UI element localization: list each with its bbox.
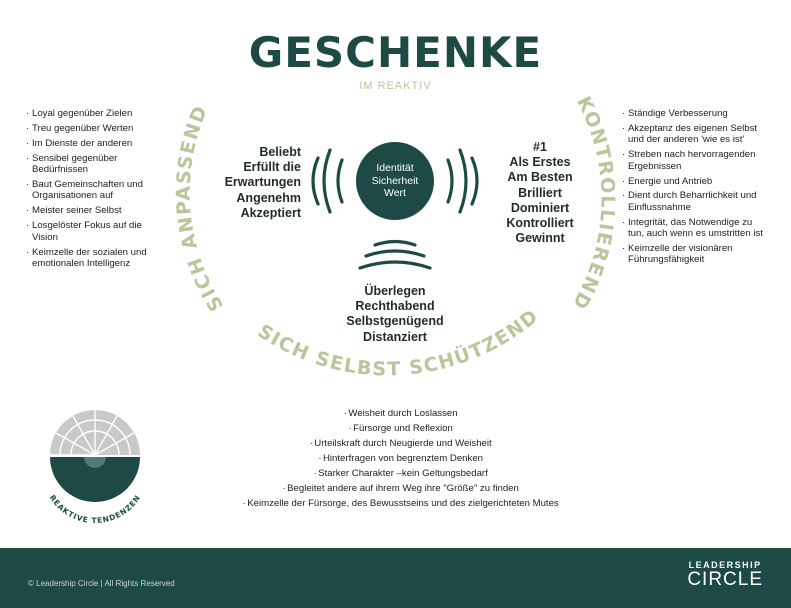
bottom-word: Überlegen xyxy=(364,284,426,298)
bottom-gift-list xyxy=(235,408,565,513)
core-line-identitaet: Identität xyxy=(376,162,414,175)
left-gift-list xyxy=(24,108,154,273)
bottom-word-stack xyxy=(320,284,470,345)
right-word: Kontrolliert xyxy=(506,216,574,231)
page-subtitle: IM REAKTIV xyxy=(359,80,432,92)
list-item: · Treu gegenüber Werten xyxy=(24,123,154,134)
right-word: #1 xyxy=(533,140,547,154)
bottom-word: Selbstgenügend xyxy=(346,314,444,329)
list-item: · Keimzelle der Fürsorge, des Bewusstseins und des zielgerichteten Mutes xyxy=(235,498,565,509)
list-item: · Begleitet andere auf ihrem Weg ihre "Größe" zu finden xyxy=(235,483,565,494)
left-word: Angenehm xyxy=(236,190,301,205)
list-item: · Im Dienste der anderen xyxy=(24,138,154,149)
right-word: Dominiert xyxy=(510,200,570,215)
right-word-stack xyxy=(498,140,582,246)
right-word: Brilliert xyxy=(518,185,562,200)
left-wave-icon xyxy=(313,150,342,212)
list-item: · Keimzelle der visionären Führungsfähigkeit xyxy=(620,243,770,266)
footer-bar xyxy=(0,548,791,608)
left-word: Erwartungen xyxy=(224,175,301,190)
right-word: Als Erstes xyxy=(509,155,571,170)
left-word: Erfüllt die xyxy=(243,160,301,175)
left-word: Akzeptiert xyxy=(240,205,301,220)
brand-logo-top: LEADERSHIP xyxy=(688,560,762,570)
list-item: · Meister seiner Selbst xyxy=(24,205,154,216)
list-item: · Weisheit durch Loslassen xyxy=(235,408,565,419)
list-item: · Sensibel gegenüber Bedürfnissen xyxy=(24,153,154,176)
list-item: · Dient durch Beharrlichkeit und Einflussnahme xyxy=(620,190,770,213)
list-item: · Fürsorge und Reflexion xyxy=(235,423,565,434)
left-word-stack xyxy=(205,145,301,221)
right-word: Am Besten xyxy=(507,170,573,185)
list-item: · Akzeptanz des eigenen Selbst und der anderen 'wie es ist' xyxy=(620,123,770,146)
list-item: · Energie und Antrieb xyxy=(620,176,770,187)
bottom-word: Rechthabend xyxy=(355,299,435,314)
bottom-wave-icon xyxy=(360,242,430,269)
list-item: · Starker Charakter –kein Geltungsbedarf xyxy=(235,468,565,479)
core-circle xyxy=(356,142,434,220)
list-item: · Urteilskraft durch Neugierde und Weisheit xyxy=(235,438,565,449)
list-item: · Ständige Verbesserung xyxy=(620,108,770,119)
core-line-sicherheit: Sicherheit xyxy=(371,174,419,187)
core-line-wert: Wert xyxy=(384,187,406,200)
list-item: · Loyal gegenüber Zielen xyxy=(24,108,154,119)
right-word: Gewinnt xyxy=(515,231,565,246)
list-item: · Losgelöster Fokus auf die Vision xyxy=(24,220,154,243)
list-item: · Streben nach hervorragenden Ergebnissen xyxy=(620,149,770,172)
logo-label-text: REAKTIVE TENDENZEN xyxy=(47,493,143,526)
reactive-tendencies-logo xyxy=(42,410,148,525)
list-item: · Keimzelle der sozialen und emotionalen Intelligenz xyxy=(24,247,154,270)
list-item: · Baut Gemeinschaften und Organisationen auf xyxy=(24,179,154,202)
bottom-word: Distanziert xyxy=(363,329,427,344)
arc-label-bottom-text: SICH SELBST SCHÜTZEND xyxy=(253,304,544,381)
left-word: Beliebt xyxy=(259,145,301,159)
brand-logo xyxy=(687,560,763,590)
copyright-text: © Leadership Circle | All Rights Reserved xyxy=(28,579,175,588)
right-wave-icon xyxy=(448,150,477,212)
list-item: · Hinterfragen von begrenztem Denken xyxy=(235,453,565,464)
arc-label-left-text: SICH ANPASSEND xyxy=(172,101,229,316)
page-title: GESCHENKE xyxy=(248,28,543,77)
list-item: · Integrität, das Notwendige zu tun, auch wenn es umstritten ist xyxy=(620,217,770,240)
arc-label-right-text: KONTROLLIEREND xyxy=(567,92,619,314)
brand-logo-bottom: CIRCLE xyxy=(687,569,763,590)
right-gift-list xyxy=(620,108,770,269)
